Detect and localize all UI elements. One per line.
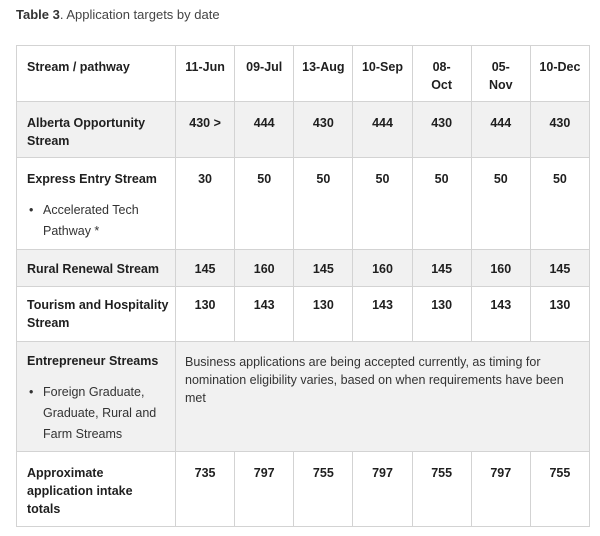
- header-date-10-sep: 10-Sep: [353, 46, 412, 102]
- row-name-express-entry: [17, 158, 176, 250]
- cell-value: 444: [235, 102, 294, 158]
- table-row-alberta-opportunity: [17, 102, 590, 158]
- table-row-rural-renewal: [17, 250, 590, 287]
- table-row-entrepreneur: [17, 342, 590, 452]
- cell-value: 797: [353, 452, 412, 527]
- sub-pathway-label: Accelerated Tech Pathway *: [43, 203, 139, 238]
- cell-value: 130: [176, 287, 235, 342]
- header-date-08-oct: 08-Oct: [412, 46, 471, 102]
- cell-value: 50: [412, 158, 471, 250]
- cell-value: 797: [235, 452, 294, 527]
- cell-value: 444: [353, 102, 412, 158]
- cell-value: 755: [412, 452, 471, 527]
- row-name-express-entry-label: Express Entry Stream: [27, 172, 157, 186]
- cell-value: 430: [412, 102, 471, 158]
- row-name-tourism-hospitality: Tourism and Hospitality Stream: [17, 287, 176, 342]
- application-targets-table: [16, 45, 590, 527]
- cell-value: 145: [176, 250, 235, 287]
- cell-value: 145: [294, 250, 353, 287]
- table-row-express-entry: [17, 158, 590, 250]
- cell-value: 160: [471, 250, 530, 287]
- header-date-10-dec: 10-Dec: [530, 46, 589, 102]
- header-date-09-jul: 09-Jul: [235, 46, 294, 102]
- cell-value: 430: [530, 102, 589, 158]
- bullet-icon: •: [29, 203, 34, 217]
- sub-pathway-accelerated-tech: [29, 200, 169, 242]
- row-name-entrepreneur: [17, 342, 176, 452]
- cell-value: 50: [471, 158, 530, 250]
- cell-value: 755: [530, 452, 589, 527]
- sub-pathway-foreign-graduate: [29, 382, 169, 445]
- cell-value: 145: [412, 250, 471, 287]
- sub-pathway-list: [27, 200, 169, 242]
- cell-value: 50: [235, 158, 294, 250]
- cell-value: 444: [471, 102, 530, 158]
- entrepreneur-note: Business applications are being accepted currently, as timing for nomination eligibility varies, based on when requirements have been met: [176, 342, 590, 452]
- cell-value: 430: [294, 102, 353, 158]
- cell-value: 430 >: [176, 102, 235, 158]
- header-stream-pathway: Stream / pathway: [17, 46, 176, 102]
- header-row: [17, 46, 590, 102]
- table-caption-text: . Application targets by date: [59, 7, 220, 22]
- table-row-totals: [17, 452, 590, 527]
- table-row-tourism-hospitality: [17, 287, 590, 342]
- cell-value: 145: [530, 250, 589, 287]
- cell-value: 50: [294, 158, 353, 250]
- cell-value: 50: [530, 158, 589, 250]
- cell-value: 143: [471, 287, 530, 342]
- row-name-alberta-opportunity: Alberta Opportunity Stream: [17, 102, 176, 158]
- cell-value: 130: [412, 287, 471, 342]
- row-name-totals: Approximate application intake totals: [17, 452, 176, 527]
- row-name-rural-renewal: Rural Renewal Stream: [17, 250, 176, 287]
- cell-value: 130: [294, 287, 353, 342]
- cell-value: 160: [235, 250, 294, 287]
- cell-value: 160: [353, 250, 412, 287]
- cell-value: 797: [471, 452, 530, 527]
- table-caption: [16, 7, 220, 22]
- table-caption-label: Table 3: [16, 7, 60, 22]
- row-name-entrepreneur-label: Entrepreneur Streams: [27, 354, 159, 368]
- header-date-13-aug: 13-Aug: [294, 46, 353, 102]
- sub-pathway-label: Foreign Graduate, Graduate, Rural and Farm Streams: [43, 385, 157, 441]
- cell-value: 50: [353, 158, 412, 250]
- cell-value: 143: [235, 287, 294, 342]
- sub-pathway-list: [27, 382, 169, 445]
- cell-value: 130: [530, 287, 589, 342]
- cell-value: 735: [176, 452, 235, 527]
- cell-value: 30: [176, 158, 235, 250]
- header-date-11-jun: 11-Jun: [176, 46, 235, 102]
- cell-value: 143: [353, 287, 412, 342]
- bullet-icon: •: [29, 385, 34, 399]
- cell-value: 755: [294, 452, 353, 527]
- header-date-05-nov: 05-Nov: [471, 46, 530, 102]
